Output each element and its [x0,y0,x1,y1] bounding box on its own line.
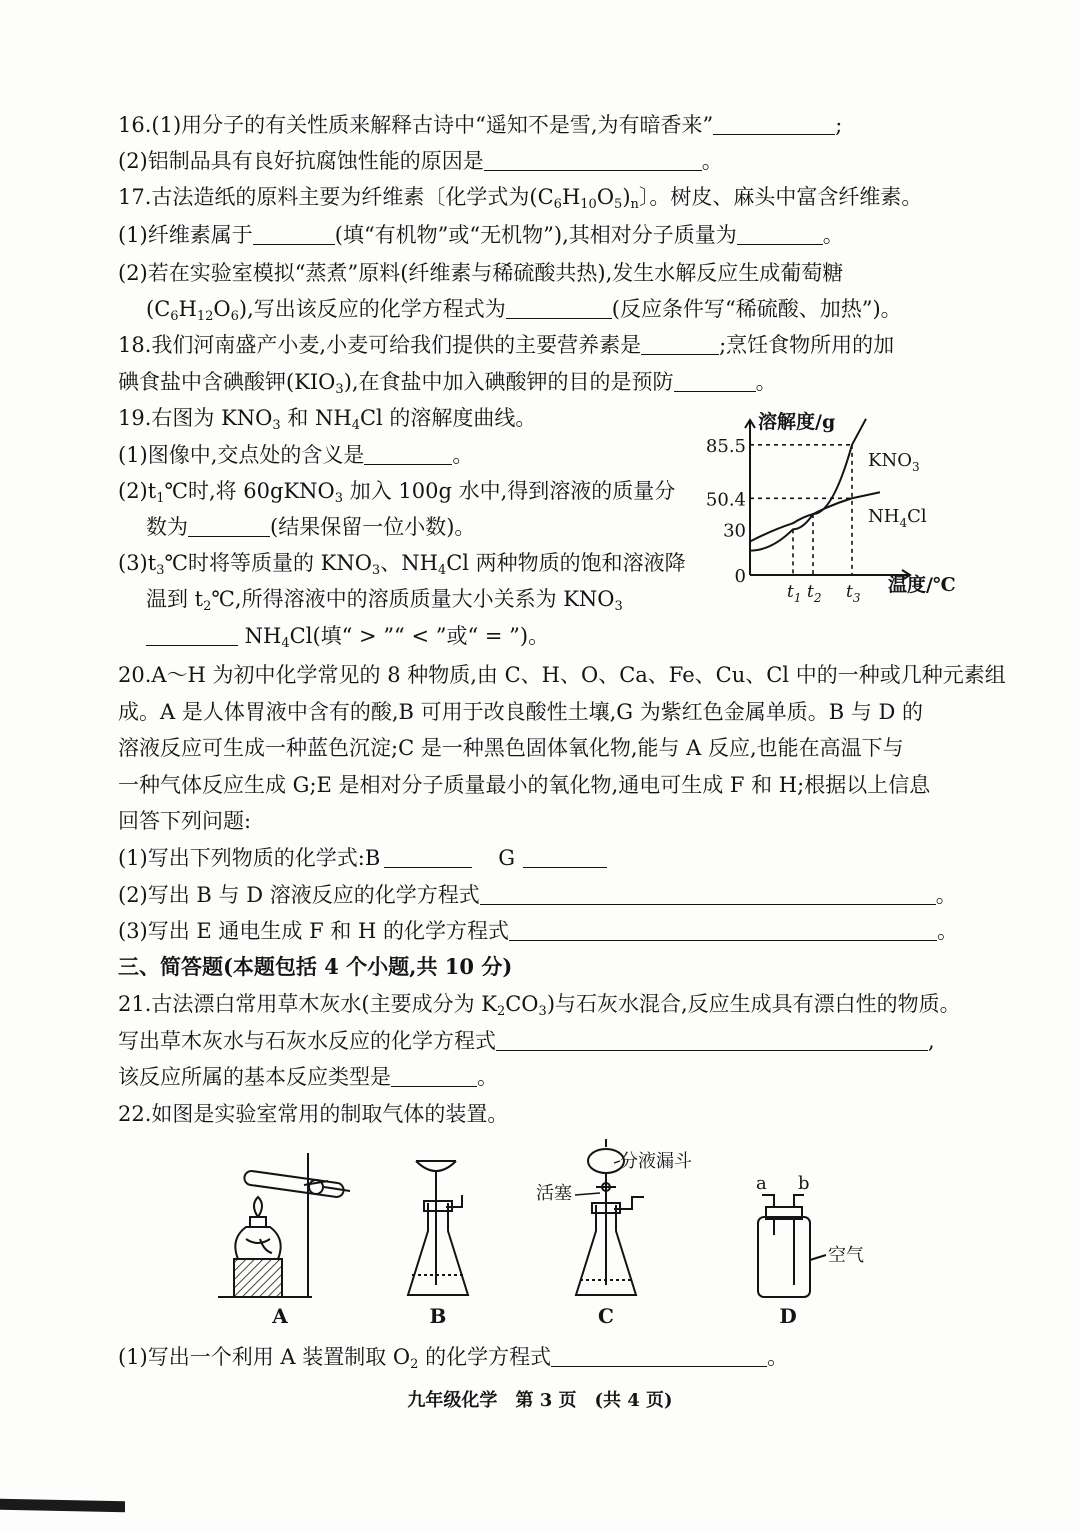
q21-text2a: 写出草木灰水与石灰水反应的化学方程式 [118,1029,496,1053]
q18-period: 。 [755,370,777,394]
q19-answer2-blank[interactable] [188,516,270,537]
q20-period2: 。 [935,883,957,907]
q19-5sub3: 4 [437,563,447,578]
q22-line1: 22.如图是实验室常用的制取气体的装置。 [118,1102,509,1126]
q20-line6 [118,843,607,873]
q21-text3a: 该反应所属的基本反应类型是 [118,1065,391,1089]
q22-answer1-blank[interactable] [551,1346,767,1367]
q20-text7a: (2)写出 B 与 D 溶液反应的化学方程式 [118,883,480,907]
q20-line3: 溶液反应可生成一种蓝色沉淀;C 是一种黑色固体氧化物,能与 A 反应,也能在高温下与 [118,736,904,760]
q19-line5 [118,548,686,578]
q17-line4 [146,294,902,324]
x-axis-label: 温度/℃ [888,574,956,596]
q22-line2 [118,1342,788,1372]
x-tick-label: $t_3$ [846,582,861,605]
q20-line5: 回答下列问题: [118,809,252,833]
q21-line2 [118,1026,935,1056]
q17-subn: n [630,197,639,212]
q18-sub: 3 [335,382,344,397]
q17-line2 [118,220,844,250]
q21-line3 [118,1062,498,1092]
q16-semicolon: ; [835,113,843,137]
q22-text2a: (1)写出一个利用 A 装置制取 O [118,1345,411,1369]
funnel-label: 分液漏斗 [620,1151,692,1172]
q20-line1: 20.A～H 为初中化学常见的 8 种物质,由 C、H、O、Ca、Fe、Cu、Cl 中的一种或几种元素组 [118,663,1006,687]
q17-answer1-blank[interactable] [253,224,335,245]
q21-text1b: CO [505,992,539,1016]
q18-answer1-blank[interactable] [641,334,719,355]
series-label-nh4cl: $NH_4Cl$ [868,506,927,530]
chart-series [750,419,880,551]
y-tick-label: 85.5 [705,435,746,457]
q18-text1b: ;烹饪食物所用的加 [719,333,895,357]
q17-text2a: (1)纤维素属于 [118,223,253,247]
q17-paren: ) [622,185,631,209]
q17-text4c: (反应条件写“稀硫酸、加热”)。 [611,297,902,321]
q17-answer3-blank[interactable] [506,298,612,319]
q19-text3b: ℃时,将 60gKNO [164,479,335,503]
y-tick-label: 30 [723,520,746,542]
section-3-heading: 三、简答题(本题包括 4 个小题,共 10 分) [118,954,513,979]
q19-text5d: Cl 两种物质的饱和溶液降 [446,551,686,575]
q20-line7 [118,880,957,910]
apparatus-d [758,1195,826,1297]
q17-4sub2: 12 [196,309,214,324]
q18-line1 [118,330,894,360]
q16-line1 [118,110,842,140]
q18-text2a: 碘食盐中含碘酸钾(KIO [118,370,336,394]
q16-answer1-blank[interactable] [713,114,835,135]
q19-text1b: 和 NH [280,406,352,430]
series-label-kno3: $KNO_3$ [868,450,920,474]
air-label: 空气 [828,1245,864,1266]
q19-sub1: 3 [272,418,281,433]
q19-text1a: 19.右图为 KNO [118,406,273,430]
q19-line4 [146,512,475,542]
q19-text3a: (2)t [118,479,157,503]
y-tick-label: 0 [734,566,746,587]
q20-text8a: (3)写出 E 通电生成 F 和 H 的化学方程式 [118,919,510,943]
q19-text2a: (1)图像中,交点处的含义是 [118,443,365,467]
q20-answer-g-blank[interactable] [523,847,607,868]
q16-text2: (2)铝制品具有良好抗腐蚀性能的原因是 [118,149,484,173]
q21-period: 。 [477,1065,498,1089]
q17-sub1: 6 [553,197,562,212]
q19-text1c: Cl 的溶解度曲线。 [359,406,537,430]
series-line-kno3 [750,419,866,551]
label-d: D [779,1304,797,1328]
port-b-label: b [798,1173,810,1194]
x-tick-label: $t_2$ [807,582,822,605]
q19-line7 [146,621,549,651]
q17-text4a: (C [146,297,171,321]
q19-5sub: 3 [156,563,165,578]
q17-4sub1: 6 [170,309,179,324]
label-a: A [272,1304,288,1328]
q19-text7b: Cl(填“ > ”“ < ”或“ = ”)。 [289,624,550,648]
q20-line8 [118,916,958,946]
label-c: C [598,1304,614,1328]
q22-sub: 2 [410,1357,419,1372]
apparatus-a [218,1153,350,1297]
q19-answer3-blank[interactable] [146,625,238,646]
q16-line2 [118,146,723,176]
q19-text7a: NH [238,624,282,648]
q21-sub1: 2 [496,1004,506,1019]
q19-text6a: 温到 t [146,587,204,611]
q20-line4: 一种气体反应生成 G;E 是相对分子质量最小的氧化物,通电可生成 F 和 H;根据以上信息 [118,773,931,797]
q19-7sub: 4 [281,636,290,651]
chart-axes [745,420,910,580]
q17-line3: (2)若在实验室模拟“蒸煮”原料(纤维素与稀硫酸共热),发生水解反应生成葡萄糖 [118,261,844,285]
q19-3sub2: 3 [334,491,344,506]
q17-sub2: 10 [580,197,597,212]
chart-guides [750,445,852,575]
q19-answer1-blank[interactable] [364,444,452,465]
label-b: B [429,1304,447,1328]
q21-answer2-blank[interactable] [391,1066,477,1087]
q20-answer3-blank[interactable] [509,920,937,941]
q16-period: 。 [701,149,723,173]
q20-text6b: G [498,846,516,870]
q18-line2 [118,367,777,397]
q21-line1 [118,989,961,1019]
q20-text6a: (1)写出下列物质的化学式:B [118,846,381,870]
q19-line2 [118,440,473,470]
q19-text6b: ℃,所得溶液中的溶质质量大小关系为 KNO [211,587,615,611]
q19-3sub: 1 [156,491,165,506]
q17-h: H [561,185,581,209]
q21-sub2: 3 [538,1004,547,1019]
scan-edge-mark [0,1499,125,1513]
q18-text1a: 18.我们河南盛产小麦,小麦可给我们提供的主要营养素是 [118,333,642,357]
page-footer: 九年级化学 第 3 页 (共 4 页) [407,1390,673,1411]
q19-text4a: 数为 [146,515,188,539]
q17-o: O [596,185,615,209]
q17-text1a: 17.古法造纸的原料主要为纤维素〔化学式为(C [118,185,554,209]
q19-line6 [146,584,623,614]
q19-text5b: ℃时将等质量的 KNO [164,551,372,575]
q21-comma: , [928,1029,935,1053]
q17-4o: O [213,297,231,321]
x-tick-label: $t_1$ [787,582,802,605]
stopcock-label: 活塞 [536,1183,572,1204]
q17-period: 。 [822,223,844,247]
q20-answer-b-blank[interactable] [384,847,472,868]
y-axis-label: 溶解度/g [758,411,836,433]
q19-text5a: (3)t [118,551,157,575]
q17-answer2-blank[interactable] [737,224,823,245]
y-tick-label: 50.4 [705,489,746,511]
q19-sub2: 4 [351,418,360,433]
q21-text1c: )与石灰水混合,反应生成具有漂白性的物质。 [546,992,961,1016]
q17-4sub3: 6 [230,309,239,324]
q17-sub3: 5 [614,197,623,212]
q18-answer2-blank[interactable] [674,371,756,392]
q19-5sub2: 3 [371,563,381,578]
q19-6sub2: 3 [614,599,623,614]
q17-text4b: ),写出该反应的化学方程式为 [238,297,506,321]
apparatus-b [408,1161,468,1295]
q20-line2: 成。A 是人体胃液中含有的酸,B 可用于改良酸性土壤,G 为紫红色金属单质。B 与 D 的 [118,700,924,724]
port-a-label: a [756,1173,767,1194]
q17-text1b: 〕。树皮、麻头中富含纤维素。 [638,185,923,209]
solubility-chart [690,400,980,615]
q20-answer2-blank[interactable] [480,884,936,905]
q18-text2b: ),在食盐中加入碘酸钾的目的是预防 [343,370,674,394]
q20-period3: 。 [937,919,959,943]
series-line-nh4cl [750,492,880,541]
q19-line1 [118,403,536,433]
q21-answer1-blank[interactable] [496,1030,928,1051]
gas-apparatus-figure [200,1135,900,1335]
q17-4h: H [178,297,197,321]
q19-text5c: 、NH [380,551,438,575]
q16-answer2-blank[interactable] [484,150,702,171]
q17-line1 [118,182,922,212]
q17-text2b: (填“有机物”或“无机物”),其相对分子质量为 [334,223,737,247]
q19-text3c: 加入 100g 水中,得到溶液的质量分 [343,479,676,503]
q19-period1: 。 [452,443,474,467]
q19-6sub: 2 [203,599,212,614]
q19-text4b: (结果保留一位小数)。 [270,515,476,539]
q22-period: 。 [767,1345,789,1369]
q21-text1a: 21.古法漂白常用草木灰水(主要成分为 K [118,992,497,1016]
q16-text1: 16.(1)用分子的有关性质来解释古诗中“遥知不是雪,为有暗香来” [118,113,714,137]
q19-line3 [118,476,675,506]
q22-text2b: 的化学方程式 [418,1345,552,1369]
